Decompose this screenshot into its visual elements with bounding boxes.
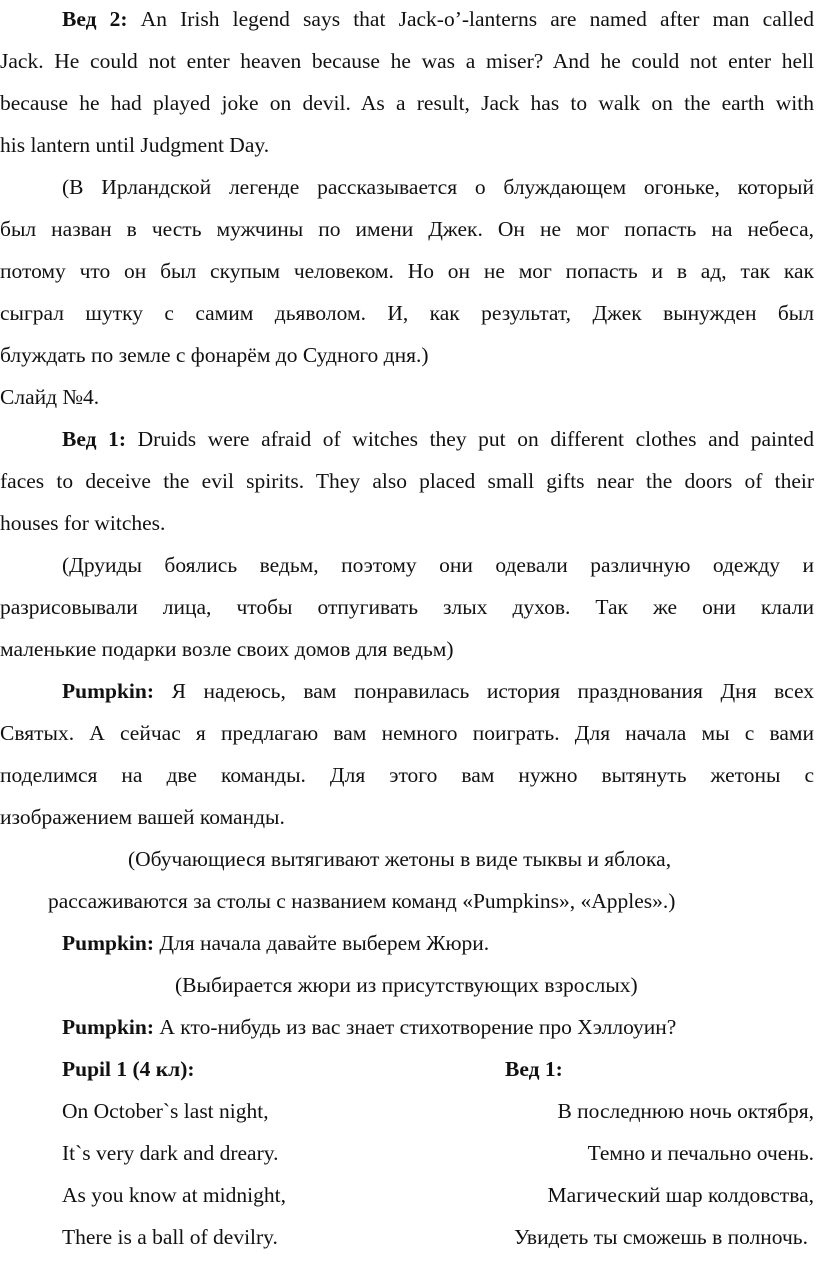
para3-line-1: Вед 1: Druids were afraid of witches they put on different clothes and painted (62, 427, 814, 451)
poem-left-line-3: As you know at midnight, (62, 1183, 286, 1207)
para1-line-2: Jack. He could not enter heaven because he was a miser? And he could not enter hell (0, 49, 814, 73)
speaker-label: Pumpkin: (62, 679, 155, 703)
para1-line-1: Вед 2: An Irish legend says that Jack-o’-lanterns are named after man called (62, 7, 815, 31)
para5-line-2: Святых. А сейчас я предлагаю вам немного поиграть. Для начала мы с вами (0, 721, 814, 745)
para2-line-5: блуждать по земле с фонарём до Судного дня.) (0, 343, 429, 367)
poem-left-line-2: It`s very dark and dreary. (62, 1141, 279, 1165)
poem-right-line-2: Темно и печально очень. (587, 1141, 814, 1165)
speaker-label: Pumpkin: (62, 931, 155, 955)
para5-line-3: поделимся на две команды. Для этого вам нужно вытянуть жетоны с (0, 763, 814, 787)
para1-line-4: his lantern until Judgment Day. (0, 133, 270, 157)
para2-line-4: сыграл шутку с самим дьяволом. И, как результат, Джек вынужден был (0, 301, 814, 325)
speaker-label: Pumpkin: (62, 1015, 155, 1039)
poem-right-speaker: Вед 1: (505, 1057, 563, 1081)
para1-line-3: because he had played joke on devil. As a result, Jack has to walk on the earth with (0, 91, 814, 115)
para7-line: Pumpkin: А кто-нибудь из вас знает стихотворение про Хэллоуин? (62, 1015, 677, 1039)
para3-line-2: faces to deceive the evil spirits. They also placed small gifts near the doors of their (0, 469, 814, 493)
para4-line-3: маленькие подарки возле своих домов для ведьм) (0, 637, 454, 661)
slide-label: Слайд №4. (0, 385, 100, 409)
poem-left-line-4: There is a ball of devilry. (62, 1225, 278, 1249)
para2-line-2: был назван в честь мужчины по имени Джек. Он не мог попасть на небеса, (0, 217, 814, 241)
para2-line-3: потому что он был скупым человеком. Но он не мог попасть и в ад, так как (0, 259, 814, 283)
para4-line-2: разрисовывали лица, чтобы отпугивать злых духов. Так же они клали (0, 595, 814, 619)
para4-line-1: (Друиды боялись ведьм, поэтому они одевали различную одежду и (62, 553, 814, 577)
para6-line: Pumpkin: Для начала давайте выберем Жюри. (62, 931, 490, 955)
stage-direction-line-1: (Обучающиеся вытягивают жетоны в виде тыквы и яблока, (128, 847, 672, 871)
poem-left-line-1: On October`s last night, (62, 1099, 269, 1123)
para2-line-1: (В Ирландской легенде рассказывается о блуждающем огоньке, который (62, 175, 814, 199)
speaker-label: Вед 1: (62, 427, 126, 451)
stage-direction-jury: (Выбирается жюри из присутствующих взрослых) (175, 973, 638, 997)
poem-right-line-4: Увидеть ты сможешь в полночь. (514, 1225, 808, 1249)
para5-line-1: Pumpkin: Я надеюсь, вам понравилась история празднования Дня всех (62, 679, 814, 703)
para3-line-3: houses for witches. (0, 511, 166, 535)
para5-line-4: изображением вашей команды. (0, 805, 285, 829)
speaker-label: Вед 2: (62, 7, 128, 31)
poem-right-line-3: Магический шар колдовства, (547, 1183, 814, 1207)
poem-right-line-1: В последнюю ночь октября, (557, 1099, 814, 1123)
poem-left-speaker: Pupil 1 (4 кл): (62, 1057, 195, 1081)
stage-direction-line-2: рассаживаются за столы с названием команд «Pumpkins», «Apples».) (48, 889, 676, 913)
